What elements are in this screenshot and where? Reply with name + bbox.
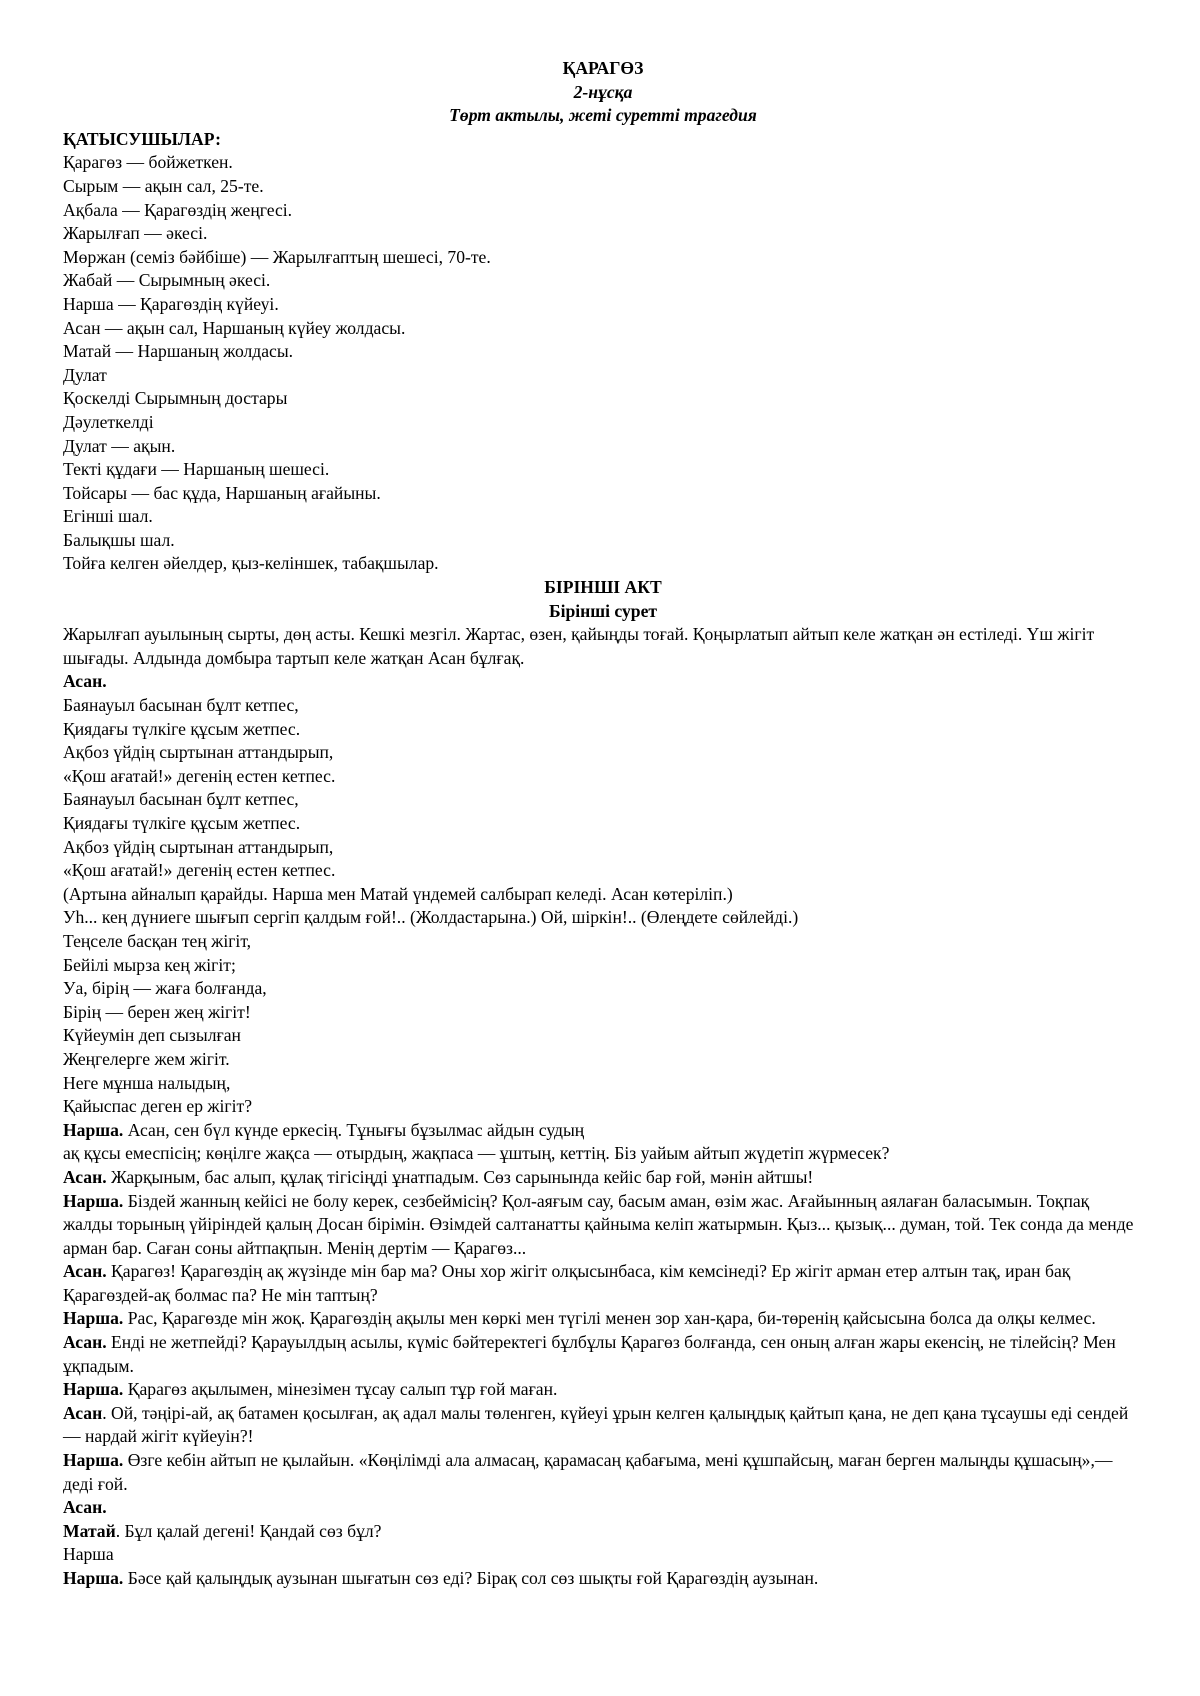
dialogue-line [63,1142,1143,1166]
dialogue-line: Уһ... кең дүниеге шығып сергіп қалдым ғой!.. (Жолдастарына.) Ой, шіркін!.. (Өлеңдете сөйлейді.) [63,907,799,928]
stage-direction: Жарылғап ауылының сырты, дөң асты. Кешкі мезгіл. Жартас, өзен, қайыңды тоғай. Қоңырлатып айтып келе жатқан ән естіледі. Үш жігіт шығады. Алдында домбыра тартып келе жатқан Асан бұлғақ. [63,624,1095,668]
speaker-name: Нарша. [63,1190,124,1211]
speech-text: Рас, Қарагөзде мін жоқ. Қарагөздің ақылы мен көркі мен түгілі менен зор хан-қара, би-төренің қайсысына болса да олқы келмес. [123,1308,1096,1329]
cast-item: Текті құдағи — Наршаның шешесі. [63,459,330,480]
speaker-name: Нарша. [63,1308,124,1329]
dialogue-block [63,1119,1143,1591]
verse-line: Күйеумін деп сызылған [63,1025,241,1046]
cast-item: Қарагөз — бойжеткен. [63,152,233,173]
speech-text: Біздей жанның кейісі не болу керек, сезбеймісің? Қол-аяғым сау, басым аман, өзім жас. Ағайынның аялаған баласымын. Тоқпақ жалды торының үйіріндей қалың Досан бірімін. Өзімдей салтанатты қайныма келіп жатырмын. Қыз... қызық... думан, той. Тек сонда да менде арман бар. Саған соны айтпақпын. Менің дертім — Қарагөз... [63,1190,1134,1258]
cast-item: Тойға келген әйелдер, қыз-келіншек, табақшылар. [63,553,439,574]
speech-text: Қарагөз! Қарагөздің ақ жүзінде мін бар ма? Оны хор жігіт олқысынбаса, кім кемсінеді? Ер жігіт арман етер алтын тақ, иран бақ Қарагөздей-ақ болмас па? Не мін таптың? [63,1261,1071,1305]
verse-line: Теңселе басқан тең жігіт, [63,930,252,951]
dialogue-line [63,1331,1143,1378]
speaker-name: Асан. [63,1497,107,1518]
cast-item: Дулат [63,364,107,385]
speech-text: Қарагөз ақылымен, мінезімен тұсау салып тұр ғой маған. [123,1379,558,1400]
cast-item: Жарылғап — әкесі. [63,223,208,244]
cast-heading: ҚАТЫСУШЫЛАР: [63,128,221,149]
speech-text: Жарқыным, бас алып, құлақ тігісіңді ұнатпадым. Сөз сарынында кейіс бар ғой, мәнін айтшы! [106,1166,814,1187]
stage-direction: (Артына айналып қарайды. Нарша мен Матай үндемей салбырап келеді. Асан көтеріліп.) [63,883,733,904]
speaker-name: Асан. [63,1332,107,1353]
speech-text: . Ой, тәңірі-ай, ақ батамен қосылған, ақ адал малы төленген, күйеуі ұрын келген қалыңдық қайтып қана, не деп қана тұсаушы еді сендей — нардай жігіт күйеуін?! [63,1402,1129,1447]
verse-line: Бірің — берен жең жігіт! [63,1001,251,1022]
dialogue-line [63,1520,1143,1544]
speech-text: Нарша [63,1544,114,1565]
cast-item: Балықшы шал. [63,529,175,550]
speaker-name: Нарша. [63,1450,124,1471]
dialogue-line [63,1166,1143,1190]
speaker-name: Нарша. [63,1568,124,1588]
verse-line: Уа, бірің — жаға болғанда, [63,978,267,999]
dialogue-line [63,1543,1143,1567]
dialogue-line [63,1449,1143,1473]
song-verse-2 [63,930,1143,1119]
dialogue-line [63,1567,1143,1591]
cast-item: Дулат — ақын. [63,435,176,456]
cast-item: Мөржан (семіз бәйбіше) — Жарылғаптың шешесі, 70-те. [63,246,491,267]
speech-text: Бәсе қай қалыңдық аузынан шығатын сөз еді? Бірақ сол сөз шықты ғой Қарагөздің аузынан. [123,1568,819,1588]
document-page [63,57,1143,1591]
cast-item: Сырым — ақын сал, 25-те. [63,175,264,196]
dialogue-line [63,1402,1143,1449]
dialogue-line [63,1473,1143,1497]
scene-heading: Бірінші сурет [548,600,658,621]
dialogue-line [63,1496,1143,1520]
speaker-name: Асан. [63,1166,107,1187]
verse-line: Қиядағы түлкіге құсым жетпес. [63,813,301,833]
cast-item: Жабай — Сырымның әкесі. [63,270,271,291]
genre-subtitle: Төрт актылы, жеті суретті трагедия [449,105,757,126]
speech-text: Өзге кебін айтып не қылайын. «Көңілімді ала алмасаң, қарамасаң қабағыма, мені құшпайсың, маған берген малыңды құшасың»,— [123,1450,1113,1471]
cast-item: Нарша — Қарагөздің күйеуі. [63,293,279,314]
speaker-name: Асан. [63,671,107,692]
verse-line: Баянауыл басынан бұлт кетпес, [63,789,299,810]
speech-text: Асан, сен бүл күнде еркесің. Тұнығы бұзылмас айдын судың [123,1119,585,1140]
dialogue-line [63,1119,1143,1143]
verse-line: Ақбоз үйдің сыртынан аттандырып, [63,836,334,857]
speech-text: Енді не жетпейді? Қарауылдың асылы, күміс бәйтеректегі бұлбұлы Қарагөз болғанда, сен оның алған жары екенсің, не тілейсің? Мен ұқпадым. [63,1332,1116,1376]
cast-list [63,151,1143,576]
dialogue-line [63,1378,1143,1402]
cast-item: Дәулеткелді [63,411,154,432]
dialogue-line [63,1307,1143,1331]
dialogue-line [63,1190,1143,1261]
act-heading: БІРІНШІ АКТ [544,577,662,598]
cast-item: Асан — ақын сал, Наршаның күйеу жолдасы. [63,317,406,338]
verse-line: Баянауыл басынан бұлт кетпес, [63,695,299,716]
verse-line: Қиядағы түлкіге құсым жетпес. [63,718,301,739]
verse-line: Ақбоз үйдің сыртынан аттандырып, [63,742,334,763]
verse-line: Жеңгелерге жем жігіт. [63,1048,230,1069]
song-verse-1 [63,694,1143,883]
cast-item: Тойсары — бас құда, Наршаның ағайыны. [63,482,381,503]
cast-item: Ақбала — Қарагөздің жеңгесі. [63,199,293,220]
speaker-name: Матай [63,1520,116,1541]
speaker-name: Нарша. [63,1379,124,1400]
cast-item: Қоскелді Сырымның достары [63,388,288,409]
verse-line: Бейілі мырза кең жігіт; [63,954,236,975]
verse-line: Неге мұнша налыдың, [63,1072,231,1093]
version-label: 2-нұсқа [573,81,633,102]
verse-line: «Қош ағатай!» дегенің естен кетпес. [63,860,336,881]
cast-item: Егінші шал. [63,506,153,527]
speech-text: ақ құсы емеспісің; көңілге жақса — отырдың, жақпаса — ұштың, кеттің. Біз уайым айтып жүдетіп жүрмесек? [63,1143,890,1164]
speaker-name: Асан. [63,1261,107,1282]
play-title: ҚАРАГӨЗ [562,58,644,78]
speech-text: деді ғой. [63,1473,128,1494]
speech-text: . Бұл қалай дегені! Қандай сөз бұл? [115,1520,382,1541]
dialogue-line [63,1260,1143,1307]
speaker-name: Нарша. [63,1119,124,1140]
speaker-name: Асан [63,1402,103,1423]
verse-line: Қайыспас деген ер жігіт? [63,1096,253,1117]
cast-item: Матай — Наршаның жолдасы. [63,341,294,362]
verse-line: «Қош ағатай!» дегенің естен кетпес. [63,765,336,786]
